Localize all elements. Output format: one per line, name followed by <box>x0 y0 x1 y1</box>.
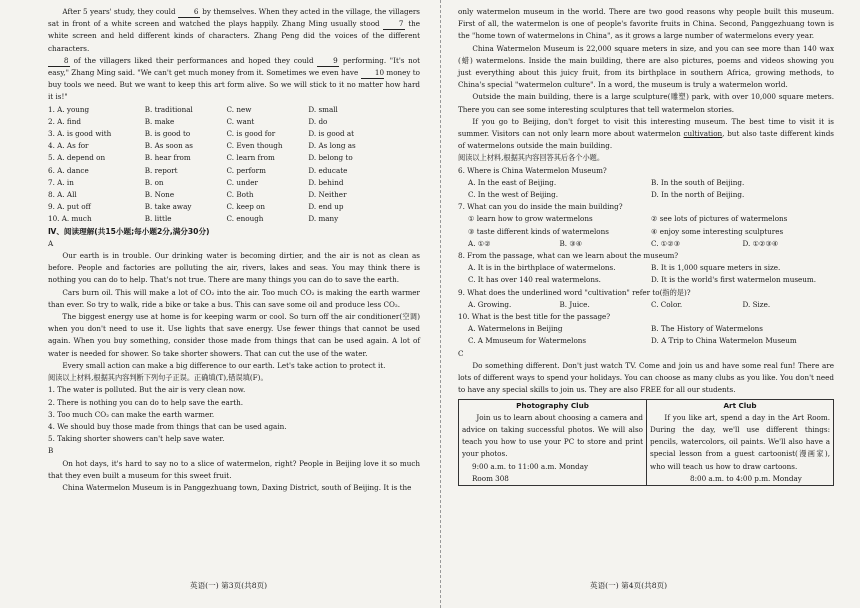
passage-a-para-3: The biggest energy use at home is for keeping warm or cool. So turn off the air conditioner(空调) when you don't need to use it. Use lights that save energy. Use fewer things that cannot be used again. When you buy something, consider those made from things that can be used again. A lot of water is needed for shower. So take shorter showers. That can cut the use of the water. <box>48 312 420 358</box>
page-footer-left: 英语(一) 第3页(共8页) <box>190 581 268 590</box>
option-cell: C. learn from <box>226 153 275 163</box>
tf-item: 3. Too much CO₂ can make the earth warmer. <box>48 409 215 419</box>
club-photography <box>459 400 646 485</box>
question-option: B. It is 1,000 square meters in size. <box>651 263 781 273</box>
blank-7: 7 <box>383 19 405 30</box>
tf-item: 2. There is nothing you can do to help save the earth. <box>48 397 244 407</box>
option-cell: D. behind <box>308 177 344 187</box>
club-art <box>646 400 833 485</box>
questions-list <box>458 165 834 348</box>
option-cell: B. little <box>144 214 172 224</box>
option-row <box>48 116 420 128</box>
right-page <box>458 6 834 486</box>
question-option: A. Growing. <box>468 299 512 309</box>
option-cell: B. on <box>144 177 164 187</box>
club-body: If you like art, spend a day in the Art Room. During the day, we'll use different things: pencils, watercolors, oil paints. We'll also have a special lesson from a guest cartoonist(漫画家), who will teach us how to draw cartoons. <box>650 412 830 471</box>
question-option: B. The History of Watermelons <box>651 324 763 334</box>
question-options <box>458 262 834 286</box>
club-place: Room 308 <box>472 473 509 483</box>
option-cell: D. Neither <box>308 190 347 200</box>
question-option: B. ③④ <box>559 238 583 248</box>
tf-item: 5. Taking shorter showers can't help save water. <box>48 434 225 444</box>
question-option: C. A Mmuseum for Watermelons <box>468 336 587 346</box>
blank-8: 8 <box>48 56 70 67</box>
passage-b-cont-1: only watermelon museum in the world. There are two good reasons why people built this museum. First of all, the watermelon is one of people's favorite fruits in China. Second, Panggezhuang town is the "home town of watermelons in China", as it grows a large number of watermelons every year. <box>458 7 834 41</box>
question-option: B. In the south of Beijing. <box>651 177 745 187</box>
option-cell: D. many <box>308 214 339 224</box>
option-cell: C. under <box>226 177 258 187</box>
option-cell: C. enough <box>226 214 264 224</box>
question-options <box>458 213 834 237</box>
option-cell: D. educate <box>308 165 348 175</box>
option-cell: C. want <box>226 116 255 126</box>
question-option: D. It is the world's first watermelon museum. <box>651 275 817 285</box>
left-page <box>48 6 420 494</box>
clubs-table <box>458 399 834 486</box>
option-cell: B. is good to <box>144 129 191 139</box>
passage-c: Do something different. Don't just watch TV. Come and join us and have some real fun! There are lots of different ways to spend your holidays. You can choose as many clubs as you like. You don't need to have any special skills to join us. They are also FREE for all our students. <box>458 360 834 395</box>
option-cell: 2. A. find <box>48 116 81 126</box>
question-stem: 10. What is the best title for the passage? <box>458 312 611 322</box>
question-option: C. It has over 140 real watermelons. <box>468 275 601 285</box>
option-cell: C. Even though <box>226 141 283 151</box>
club-time: 8:00 a.m. to 4:00 p.m. Monday <box>690 473 802 483</box>
question-stem: 7. What can you do inside the main building? <box>458 202 623 212</box>
option-row <box>48 213 420 225</box>
question-option: D. Size. <box>742 299 771 309</box>
tf-instruction: 阅读以上材料,根据其内容判断下列句子正误。正确填(T),错误填(F)。 <box>48 373 268 383</box>
option-row <box>48 201 420 213</box>
question-option: ② see lots of pictures of watermelons <box>651 214 788 224</box>
cloze-paragraph: After 5 years' study, they could 6 by themselves. When they acted in the village, the villagers sat in front of a white screen and watched the plays happily. Zhang Ming usually stood 7 the white screen and held different kinds of characters. Zhang Peng did the voices of the different characters. 8 of the villagers liked their performances and hoped they could 9 performing. "It's not easy," Zhang Ming said. "We can't get much money from it. Sometimes we even have 10 money to buy tools we need. But we want to keep this art form alive. So we will stick to it no matter how hard it is!" <box>48 7 420 102</box>
question-option: D. A Trip to China Watermelon Museum <box>651 336 797 346</box>
option-cell: 5. A. depend on <box>48 153 106 163</box>
question-option: ① learn how to grow watermelons <box>468 214 593 224</box>
option-cell: 6. A. dance <box>48 165 89 175</box>
option-cell: B. hear from <box>144 153 191 163</box>
question-option: ④ enjoy some interesting sculptures <box>651 226 784 236</box>
option-cell: 10. A. much <box>48 214 92 224</box>
question-option: B. Juice. <box>559 299 590 309</box>
tf-item: 1. The water is polluted. But the air is very clean now. <box>48 385 246 395</box>
question-option: A. It is in the birthplace of watermelons. <box>468 263 616 273</box>
part-b-label: B <box>48 446 54 456</box>
question-option: A. In the east of Beijing. <box>468 177 557 187</box>
option-row <box>48 104 420 116</box>
question-stem: 8. From the passage, what can we learn about the museum? <box>458 251 679 261</box>
club-body: Join us to learn about choosing a camera and advice on taking successful photos. We will also teach you how to use your PC to store and print your photos. <box>462 412 643 459</box>
question-options <box>458 238 834 250</box>
question-option: C. Color. <box>651 299 683 309</box>
instruction-b: 阅读以上材料,根据其内容回答其后各个小题。 <box>458 153 605 163</box>
option-cell: B. report <box>144 165 178 175</box>
tf-item: 4. We should buy those made from things that can be used again. <box>48 421 287 431</box>
question-stem: 9. What does the underlined word "cultivation" refer to(指的是)? <box>458 287 691 297</box>
section-title: Ⅳ、阅读理解(共15小题;每小题2分,满分30分) <box>48 226 210 236</box>
option-row <box>48 165 420 177</box>
page-divider <box>440 0 441 608</box>
part-a-label: A <box>48 238 54 248</box>
option-cell: C. Both <box>226 190 254 200</box>
club-time: 9:00 a.m. to 11:00 a.m. Monday <box>472 461 589 471</box>
option-cell: D. small <box>308 104 338 114</box>
passage-a-para-1: Our earth is in trouble. Our drinking water is becoming dirtier, and the air is not as clean as before. People and factories are polluting the air, rivers, lakes and seas. You may think there is nothing you can do to help. That's not true. There are many things you can do to save the earth. <box>48 251 420 285</box>
underlined-word: cultivation <box>683 129 723 139</box>
option-cell: D. As long as <box>308 141 356 151</box>
passage-a-para-2: Cars burn oil. This will make a lot of CO₂ into the air. Too much CO₂ is making the earth warmer than ever. So try to walk, ride a bike or take a bus. This can save some oil and produce less CO₂. <box>48 287 420 309</box>
option-cell: C. new <box>226 104 252 114</box>
option-cell: B. As soon as <box>144 141 193 151</box>
option-cell: B. None <box>144 190 175 200</box>
option-row <box>48 128 420 140</box>
passage-b-last-para: If you go to Beijing, don't forget to visit this interesting museum. The best time to visit it is summer. Visitors can not only learn more about watermelon cultivation, but also taste different kinds of watermelons outside the main building. <box>458 116 834 151</box>
option-cell: 4. A. As for <box>48 141 89 151</box>
option-cell: 1. A. young <box>48 104 90 114</box>
option-cell: C. is good for <box>226 129 276 139</box>
option-row <box>48 152 420 164</box>
option-cell: 7. A. in <box>48 177 74 187</box>
option-row <box>48 140 420 152</box>
option-cell: C. keep on <box>226 202 266 212</box>
option-cell: D. do <box>308 116 328 126</box>
part-c-label: C <box>458 348 464 358</box>
passage-b-para-1: On hot days, it's hard to say no to a slice of watermelon, right? People in Beijing love it so much that they even built a museum for this sweet fruit. <box>48 458 420 480</box>
option-cell: D. end up <box>308 202 344 212</box>
blank-9: 9 <box>317 56 339 67</box>
option-cell: 8. A. All <box>48 190 77 200</box>
blank-10: 10 <box>361 68 385 79</box>
question-option: D. ①②③④ <box>742 238 779 248</box>
option-cell: 9. A. put off <box>48 202 91 212</box>
passage-b-cont-2: China Watermelon Museum is 22,000 square meters in size, and you can see more than 140 wax (蜡) watermelons. Inside the main building, there are also pictures, poems and videos showing you just everything about this juicy fruit, from its birthplace in southern Africa, growing methods, to China's special "watermelon culture". In a word, the museum is truly a watermelon world. <box>458 43 834 90</box>
page-footer-right: 英语(一) 第4页(共8页) <box>590 581 668 590</box>
question-options <box>458 323 834 347</box>
question-option: A. ①② <box>468 238 491 248</box>
question-stem: 6. Where is China Watermelon Museum? <box>458 165 607 175</box>
question-options <box>458 177 834 201</box>
club-title: Photography Club <box>516 400 589 410</box>
option-cell: D. belong to <box>308 153 353 163</box>
club-title: Art Club <box>723 400 757 410</box>
option-cell: B. take away <box>144 202 192 212</box>
option-cell: B. make <box>144 116 175 126</box>
option-row <box>48 189 420 201</box>
blank-6: 6 <box>178 7 200 18</box>
cloze-options <box>48 104 420 226</box>
option-cell: B. traditional <box>144 104 193 114</box>
question-option: C. ①②③ <box>651 238 681 248</box>
passage-b-cont-3: Outside the main building, there is a large sculpture(雕塑) park, with over 10,000 square meters. There you can see some interesting sculptures that tell watermelon stories. <box>458 92 834 114</box>
question-option: D. In the north of Beijing. <box>651 190 745 200</box>
option-cell: 3. A. is good with <box>48 129 112 139</box>
passage-b-para-2: China Watermelon Museum is in Panggezhuang town, Daxing District, south of Beijing. It is the <box>62 482 412 492</box>
question-option: C. In the west of Beijing. <box>468 190 559 200</box>
question-option: ③ taste different kinds of watermelons <box>468 226 609 236</box>
option-cell: C. perform <box>226 165 266 175</box>
question-option: A. Watermelons in Beijing <box>468 324 563 334</box>
passage-a-para-4: Every small action can make a big difference to our earth. Let's take action to protect it. <box>62 360 386 370</box>
question-options <box>458 299 834 311</box>
option-cell: D. is good at <box>308 129 355 139</box>
option-row <box>48 177 420 189</box>
